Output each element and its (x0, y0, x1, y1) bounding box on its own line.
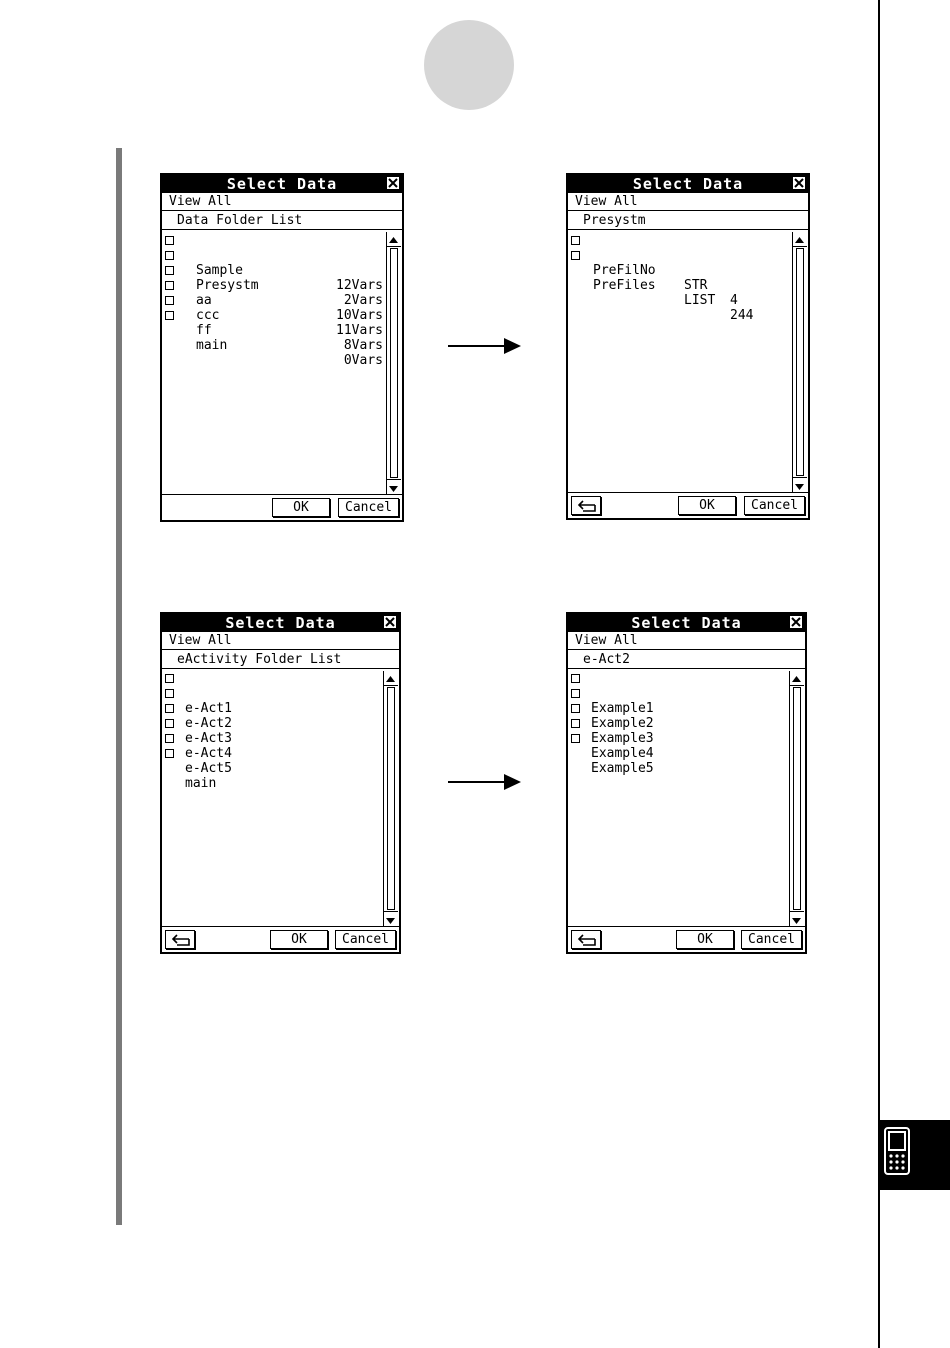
checkbox[interactable] (571, 689, 580, 698)
checkbox[interactable] (165, 266, 174, 275)
dialog-title: Select Data (162, 175, 402, 193)
close-button[interactable] (793, 177, 805, 189)
item-label: Example5 (591, 761, 654, 776)
scrollbar[interactable] (789, 671, 804, 926)
cancel-button[interactable]: Cancel (335, 930, 396, 949)
close-icon (385, 617, 395, 627)
item-label: Example3 (591, 731, 654, 746)
item-label: e-Act1 (185, 701, 232, 716)
item-label: Sample (196, 263, 243, 278)
ok-button[interactable]: OK (678, 496, 736, 515)
item-label: Example4 (591, 746, 654, 761)
item-label: ccc (196, 308, 220, 323)
checkbox[interactable] (165, 749, 174, 758)
dialog-title: Select Data (162, 614, 399, 632)
checkbox[interactable] (571, 236, 580, 245)
back-button[interactable] (571, 930, 601, 949)
close-icon (388, 178, 398, 188)
scrollbar[interactable] (383, 671, 398, 926)
checkbox[interactable] (165, 251, 174, 260)
select-data-dialog-presystm (566, 173, 810, 520)
triangle-up-icon (793, 234, 806, 247)
item-label: e-Act4 (185, 746, 232, 761)
item-meta: 11Vars (336, 323, 383, 338)
scrollbar[interactable] (792, 232, 807, 492)
checkbox[interactable] (571, 251, 580, 260)
dialog-title: Select Data (568, 614, 805, 632)
list-item[interactable] (568, 671, 788, 716)
list-header: Presystm (568, 212, 808, 230)
scroll-down-button[interactable] (793, 477, 807, 492)
view-menu[interactable]: View All (162, 632, 399, 650)
ok-button[interactable]: OK (270, 930, 328, 949)
item-label: ff (196, 323, 212, 338)
close-button[interactable] (387, 177, 399, 189)
dialog-footer (568, 492, 808, 518)
view-menu[interactable]: View All (162, 193, 402, 211)
folder-list (162, 671, 382, 926)
checkbox[interactable] (165, 296, 174, 305)
dialog-footer (568, 926, 805, 952)
close-button[interactable] (790, 616, 802, 628)
scroll-track[interactable] (387, 687, 395, 910)
item-type: STR (684, 278, 708, 293)
item-label: main (185, 776, 217, 791)
back-arrow-icon (577, 934, 597, 946)
item-label: e-Act2 (185, 716, 232, 731)
right-arrow-icon (448, 336, 522, 356)
item-label: aa (196, 293, 212, 308)
back-button[interactable] (165, 930, 195, 949)
item-label: Presystm (196, 278, 259, 293)
item-label: e-Act5 (185, 761, 232, 776)
folder-list (162, 232, 385, 494)
dialog-footer (162, 926, 399, 952)
select-data-dialog-eactivity (160, 612, 401, 954)
checkbox[interactable] (165, 674, 174, 683)
triangle-up-icon (384, 673, 397, 686)
list-header: Data Folder List (162, 212, 402, 230)
item-label: main (196, 338, 228, 353)
back-arrow-icon (577, 500, 597, 512)
item-meta: 0Vars (343, 353, 383, 368)
scroll-up-button[interactable] (793, 232, 807, 247)
view-menu[interactable]: View All (568, 193, 808, 211)
classpad-calculator-icon (884, 1127, 910, 1175)
scrollbar[interactable] (386, 232, 401, 494)
item-meta: 2Vars (343, 293, 383, 308)
item-size: 244 (730, 308, 754, 323)
back-button[interactable] (571, 496, 601, 515)
section-bar (116, 148, 122, 1225)
scroll-track[interactable] (390, 248, 398, 478)
item-meta: 8Vars (343, 338, 383, 353)
checkbox[interactable] (571, 734, 580, 743)
item-meta: 10Vars (336, 308, 383, 323)
side-tab (880, 1120, 950, 1190)
item-size: 4 (730, 293, 738, 308)
select-data-dialog-eact2 (566, 612, 807, 954)
close-icon (791, 617, 801, 627)
checkbox[interactable] (571, 719, 580, 728)
close-button[interactable] (384, 616, 396, 628)
view-menu[interactable]: View All (568, 632, 805, 650)
scroll-down-button[interactable] (384, 911, 398, 926)
checkbox[interactable] (165, 734, 174, 743)
cancel-button[interactable]: Cancel (338, 498, 399, 517)
item-label: Example1 (591, 701, 654, 716)
right-arrow-icon (448, 772, 522, 792)
item-label: PreFiles (593, 278, 656, 293)
checkbox[interactable] (165, 311, 174, 320)
scroll-up-button[interactable] (790, 671, 804, 686)
checkbox[interactable] (165, 689, 174, 698)
ok-button[interactable]: OK (676, 930, 734, 949)
cancel-button[interactable]: Cancel (744, 496, 805, 515)
triangle-up-icon (790, 673, 803, 686)
checkbox[interactable] (165, 704, 174, 713)
item-meta: 12Vars (336, 278, 383, 293)
scroll-track[interactable] (793, 687, 801, 910)
item-label: e-Act3 (185, 731, 232, 746)
dialog-footer (162, 494, 402, 520)
ok-button[interactable]: OK (272, 498, 330, 517)
item-label: PreFilNo (593, 263, 656, 278)
checkbox[interactable] (571, 674, 580, 683)
page-marker-circle (424, 20, 514, 110)
select-data-dialog-folders (160, 173, 404, 522)
dialog-title: Select Data (568, 175, 808, 193)
scroll-up-button[interactable] (384, 671, 398, 686)
scroll-down-button[interactable] (790, 911, 804, 926)
scroll-down-button[interactable] (387, 479, 401, 494)
file-list (568, 671, 788, 926)
triangle-up-icon (387, 234, 400, 247)
list-header: eActivity Folder List (162, 651, 399, 669)
item-label: Example2 (591, 716, 654, 731)
back-arrow-icon (171, 934, 191, 946)
list-item[interactable] (162, 671, 382, 716)
checkbox[interactable] (165, 719, 174, 728)
checkbox[interactable] (165, 281, 174, 290)
list-header: e-Act2 (568, 651, 805, 669)
checkbox[interactable] (571, 704, 580, 713)
scroll-up-button[interactable] (387, 232, 401, 247)
scroll-track[interactable] (796, 248, 804, 476)
checkbox[interactable] (165, 236, 174, 245)
variable-list (568, 232, 791, 492)
close-icon (794, 178, 804, 188)
cancel-button[interactable]: Cancel (741, 930, 802, 949)
item-type: LIST (684, 293, 716, 308)
